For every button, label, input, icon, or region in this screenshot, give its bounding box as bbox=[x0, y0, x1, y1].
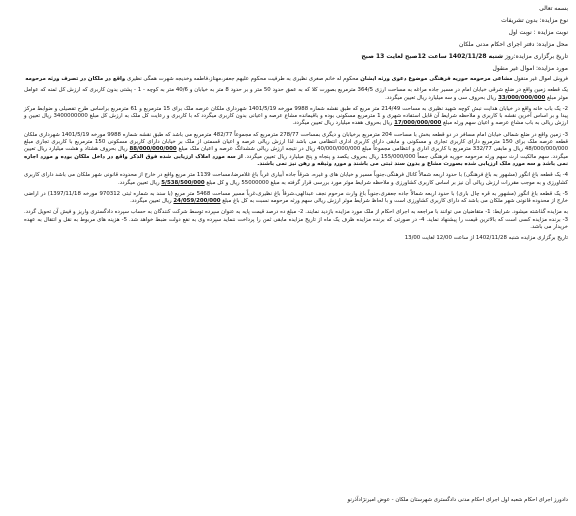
conditions-paragraph: به مزایده گذاشته میشود. شرایط: 1- متقاضیان می توانند با مراجعه به اجرای احکام از ملک مورد مزایده بازدید نمایند. 2- مبلغ ده درصد قیمت پایه به عنوان سپرده توسط شرکت کنندگان به حساب سپرده دادگستری واریز و فیش آن تحویل گردد. 3- برنده مزایده کسی است که بالاترین قیمت را پیشنهاد نماید. 4- در صورتی که برنده مزایده ظرف یک ماه از تاریخ مزایده مابقی ثمن را پرداخت ننماید سپرده وی به نفع دولت ضبط خواهد شد. 5- هزینه های مربوط به نقل و انتقال به عهده خریدار می باشد. bbox=[24, 209, 568, 231]
item-text: 4- یک قطعه باغ انگور (مشهور به باغ فرهنگی) با حدود اربعه شمالاً کانال فرهنگی،جنوباً مسیر و خیابان های و غیره، شرقاً جاده آبیاری غرباً باغ غلامرضا،مساحت 1139 متر مربع واقع در خارج از محدوده قانونی شهر ملکان می باشد دارای کاربری کشاورزی و به موجب مقررات ارزش ریالی آن نیز بر اساس کاربری کشاورزی و ملاحظه شرایط موثر مورد بررسی قرار گرفته به مبلغ 55000000 ریال و کل مبلغ bbox=[24, 172, 568, 186]
closing-datetime: تاریخ برگزاری مزایده شنبه 1402/11/28 از ساعت 12/00 لغایت 13/00 bbox=[404, 235, 568, 242]
item-3 bbox=[24, 132, 568, 168]
intro-paragraph bbox=[24, 76, 568, 83]
item-1 bbox=[24, 87, 568, 102]
item-price: 17/000/000/000 bbox=[394, 120, 442, 127]
item-price-tail: ریال بحروف هفده میلیارد ریال تعیین میگردد. bbox=[292, 120, 393, 127]
auction-round: نوبت مزایده : نوبت اول bbox=[508, 29, 568, 36]
auction-datetime bbox=[24, 52, 568, 61]
item-text: 5- یک قطعه باغ انگور (مشهور به قره چال باری) با حدود اربعه شمالاً جاده جعفری،جنوباً باغ وارث مرحوم نجف عبدالهی،شرقاً باغ نظیری،غرباً مسیر مساحت 5468 متر مربع (با سند به شماره ثبتی 970312 مورخه 1397/11/18) در اراضی خارج از محدوده قانونی شهر ملکان می باشد که دارای کاربری کشاورزی است و با لحاظ شرایط موثر ارزش ریالی سهم ورثه مرحومه نسبت به کل باغ مبلغ bbox=[24, 190, 568, 205]
item-price: 33/000/000/000 bbox=[498, 94, 546, 101]
datetime-prefix: تاریخ برگزاری مزایده:روز bbox=[504, 53, 568, 60]
item-note: از سه مورد املاک ارزیابی شده فوق الذکر واقع در داخل ملکان بوده و مورد اجاره نمی باشد و سه مورد ملک ارزیابی شده بصورت مشاع و بدون سند ثبتی می باشند و مورد وثیقه و رهن نیز نمی باشند. bbox=[24, 153, 568, 167]
item-price-tail: ریال تعیین میگردد. bbox=[130, 198, 172, 205]
item-5 bbox=[24, 191, 568, 206]
intro-lead: فروش اموال غیر منقول bbox=[514, 76, 568, 82]
basmala: بسمه تعالی bbox=[539, 5, 568, 12]
footer-office: دادورز اجرای احکام شعبه اول اجرای احکام مدنی دادگستری شهرستان ملکان bbox=[395, 497, 568, 503]
item-price: 88/000/000/000 bbox=[129, 146, 177, 153]
item-price: 5/538/500/000 bbox=[161, 179, 205, 186]
auction-location: محل مزایده: دفتر اجرای احکام مدنی ملکان bbox=[459, 41, 568, 48]
signature-block: دادورز اجرای احکام شعبه اول اجرای احکام مدنی دادگستری شهرستان ملکان - عوض امیرنژادآذرنو bbox=[347, 497, 568, 503]
footer-name: عوض امیرنژادآذرنو bbox=[347, 497, 390, 503]
intro-tail: واقع در ملکان در تصرف ورثه مرحومه bbox=[25, 76, 126, 82]
item-price-tail: ریال تعیین میگردد. bbox=[118, 179, 160, 186]
datetime-value: شنبه 1402/11/28 ساعت 12صبح لغایت 13 صبح bbox=[361, 53, 504, 60]
auction-subject: مورد مزایده: اموال غیر منقول bbox=[492, 65, 568, 72]
item-price-tail: ریال بحروف سی و سه میلیارد ریال تعیین میگردد. bbox=[385, 94, 497, 101]
item-2 bbox=[24, 106, 568, 128]
intro-rest: محکوم له خانم صغری نظیری به طرفیت محکوم علیهم جعفر،مهناز،فاطمه وخدیجه شهرت همگی نظیری bbox=[126, 76, 359, 82]
intro-owner: مشاعی مرحومه حوریه فرهنگی موضوع دعوی ورثه ایشان bbox=[360, 76, 513, 82]
item-text: یک قطعه زمین واقع در ضلع شرقی خیابان امام در مسیر جاده مراغه به مساحت ارزی 364/5 مترمربع بصورت کلا که به عمق حدود 50 متر و بر حدود 8 متر به خیابان و 40/6 متر به کوچه - 1 - پشتی بدون کاربری که ارزش کل ثمنه که عوامل موثر مبلغ bbox=[24, 87, 568, 101]
item-4 bbox=[24, 172, 568, 187]
item-text: 3- زمین واقع در ضلع شمالی خیابان امام مسافر در دو قطعه بخش با مساحت 204 مترمربع برخیابان و دیگری بمساحت 278/77 مترمربع که مجموعاً 482/77 مترمربع می باشد که طبق نقشه شماره 9988 مورخه 1401/5/19 شهرداری ملکان قطعه عرصه ملک برای 150 مترمربع دارای کاربری تجاری و مسکونی و مابقی دارای کاربری اداری انتظامی می باشد لذا ارزش ریالی عرصه و اعیان قسمتی از ملک بر خیابان دارای کاربری مسکونی 150 مترمربع با کاربری تجاری مبلغ 48/000/000/000 ریال و مابقی 332/77 مترمربع با کاربری اداری و انتظامی مجموعاً مبلغ 40/000/000/000 ریال در نتیجه ارزش ریالی ششدانگ عرصه و اعیان ملک مبلغ bbox=[24, 131, 569, 153]
item-price: 24/059/200/000 bbox=[173, 198, 221, 205]
item-text: 2- یک باب خانه واقع در خیابان هدایت نبش کوچه شهید نظیری به مساحت 214/49 متر مربع که طبق نقشه شماره 9988 مورخه 1401/5/19 شهرداری ملکان عرصه ملک برای 15 مترمربع و 61 مترمربع براساس طرح تفصیلی و ضوابط مرکز پیدا و بر اساس آخرین نقشه با کاربری و ملاحظه شرایط آن قابل استفاده شهری و 1 مترمربع مسکونی بوده و باقیمانده مشاع عرصه و اعیانی بدون کاربری میگردد که با کاربری و رعایت کل ملک به ارزش کل مبلغ 3400000000 ریال تعیین و ارزش ریالی به باب مشاع عرصه و اعیان سهم ورثه مبلغ bbox=[24, 105, 568, 127]
auction-notice bbox=[16, 0, 576, 508]
auction-type: نوع مزایده: بدون تشریفات bbox=[501, 17, 568, 24]
item-price-tail: ریال بحروف هشتاد و هشت میلیارد ریال تعیین میگردد. سهم مالکیت ارث سهم ورثه مرحومه حوریه فرهنگی جمعاً 155/000/000 ریال بحروف یکصد و پنجاه و پنج میلیارد ریال تعیین میگردد. bbox=[24, 146, 568, 160]
